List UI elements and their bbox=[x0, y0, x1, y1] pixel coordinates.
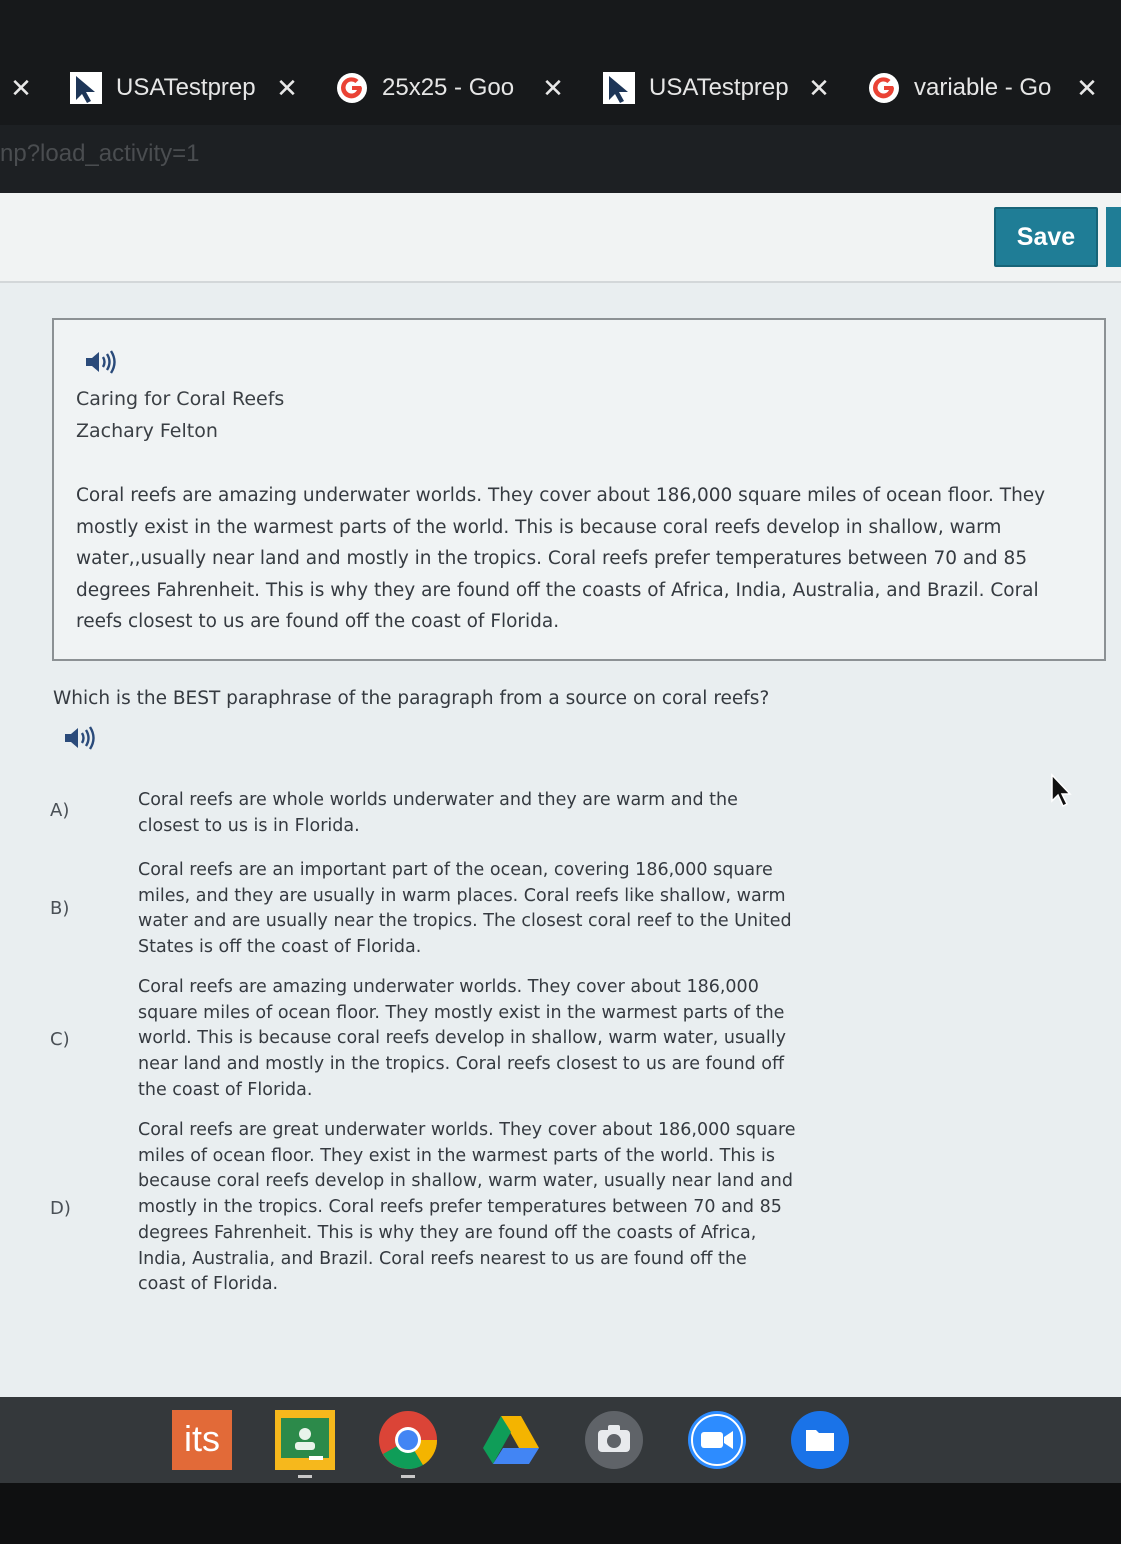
running-indicator bbox=[401, 1475, 415, 1478]
choice-text[interactable]: Coral reefs are whole worlds underwater and they are warm and the closest to us is in Florida. bbox=[138, 790, 738, 836]
google-g-icon bbox=[868, 72, 900, 104]
choice-letter: D) bbox=[50, 1198, 71, 1219]
google-classroom-icon[interactable] bbox=[275, 1410, 335, 1470]
passage-body: Coral reefs are amazing underwater worlds. They cover about 186,000 square miles of ocean floor. They mostly exist in the warmest parts of the world. This is because coral reefs develop in shallow, warm water,,usually near land and mostly in the tropics. Coral reefs prefer temperatures between 70 and 85 degrees Fahrenheit. This is why they are found off the coasts of Africa, India, Australia, and Brazil. Coral reefs closest to us are found off the coast of Florida. bbox=[76, 485, 1046, 632]
passage-title: Caring for Coral Reefs bbox=[76, 388, 285, 410]
running-indicator bbox=[298, 1475, 312, 1478]
chrome-icon[interactable] bbox=[378, 1410, 438, 1470]
close-icon[interactable]: ✕ bbox=[10, 74, 32, 104]
close-icon[interactable]: ✕ bbox=[1076, 74, 1098, 104]
choice-letter: A) bbox=[50, 800, 70, 821]
tab-title: USATestprep bbox=[116, 74, 256, 101]
usatestprep-icon bbox=[603, 72, 635, 104]
files-icon[interactable] bbox=[790, 1410, 850, 1470]
google-g-icon bbox=[336, 72, 368, 104]
usatestprep-icon bbox=[70, 72, 102, 104]
choice-letter: B) bbox=[50, 898, 70, 919]
browser-tab-bar bbox=[0, 0, 1121, 125]
question-prompt: Which is the BEST paraphrase of the paragraph from a source on coral reefs? bbox=[53, 688, 770, 709]
tab-title: variable - Go bbox=[914, 74, 1052, 101]
zoom-icon[interactable] bbox=[687, 1410, 747, 1470]
activity-toolbar bbox=[0, 193, 1121, 283]
tab-google-sheets[interactable] bbox=[336, 68, 526, 108]
page-content bbox=[0, 193, 1121, 1397]
choice-text[interactable]: Coral reefs are amazing underwater worlds. They cover about 186,000 square miles of ocean floor. They mostly exist in the warmest parts of the world. This is because coral reefs develop in shallow, warm water, usually near land and mostly in the tropics. Coral reefs closest to us are found off the coast of Florida. bbox=[138, 977, 786, 1100]
close-icon[interactable]: ✕ bbox=[808, 74, 830, 104]
screen-bezel bbox=[0, 1483, 1121, 1544]
save-button[interactable]: Save bbox=[994, 207, 1098, 267]
url-text[interactable]: np?load_activity=1 bbox=[0, 140, 200, 167]
google-drive-icon[interactable] bbox=[481, 1410, 541, 1470]
tab-google-search[interactable] bbox=[868, 68, 1058, 108]
choice-letter: C) bbox=[50, 1029, 70, 1050]
choice-text[interactable]: Coral reefs are an important part of the ocean, covering 186,000 square miles, and they are usually in warm places. Coral reefs like shallow, warm water and are usually near the tropics. The closest coral reef to the United States is off the coast of Florida. bbox=[138, 860, 792, 958]
passage-author: Zachary Felton bbox=[76, 420, 218, 442]
close-icon[interactable]: ✕ bbox=[542, 74, 564, 104]
its-app-icon[interactable]: its bbox=[172, 1410, 232, 1470]
camera-icon[interactable] bbox=[584, 1410, 644, 1470]
tab-usatestprep-2[interactable] bbox=[603, 68, 793, 108]
speaker-icon[interactable] bbox=[84, 348, 118, 376]
tab-title: 25x25 - Goo bbox=[382, 74, 515, 101]
passage-box bbox=[52, 318, 1106, 661]
close-icon[interactable]: ✕ bbox=[276, 74, 298, 104]
tab-title: USATestprep bbox=[649, 74, 789, 101]
speaker-icon[interactable] bbox=[63, 724, 97, 752]
next-button[interactable] bbox=[1106, 207, 1121, 267]
os-shelf bbox=[0, 1397, 1121, 1483]
choice-text[interactable]: Coral reefs are great underwater worlds. They cover about 186,000 square miles of ocean floor. They exist in the warmest parts of the world. This is because coral reefs develop in shallow, warm water, usually near land and mostly in the tropics. Coral reefs prefer temperatures between 70 and 85 degrees Fahrenheit. This is why they are found off the coasts of Africa, India, Australia, and Brazil. Coral reefs nearest to us are found off the coast of Florida. bbox=[138, 1120, 796, 1295]
tab-usatestprep-1[interactable] bbox=[70, 68, 260, 108]
mouse-cursor-icon bbox=[1050, 773, 1076, 809]
